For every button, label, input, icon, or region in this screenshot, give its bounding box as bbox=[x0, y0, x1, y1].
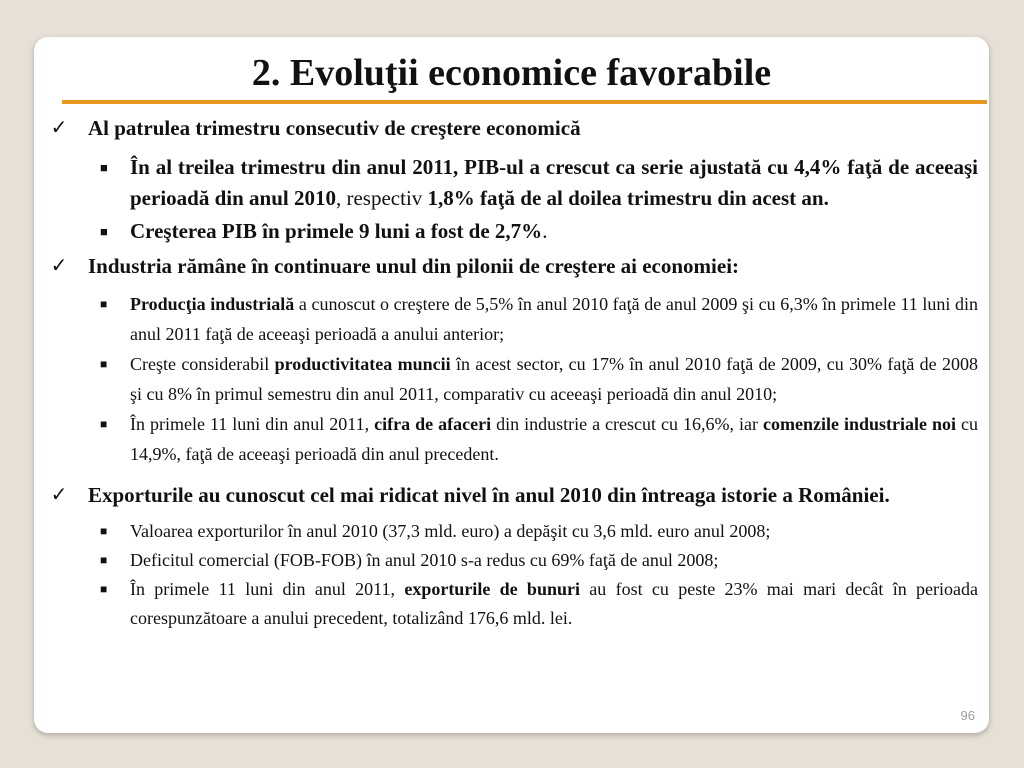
square-bullet-icon: ■ bbox=[100, 357, 108, 371]
heading-text: Industria rămâne în continuare unul din pilonii de creştere ai economiei: bbox=[88, 254, 740, 278]
bullet-export-value bbox=[48, 517, 978, 546]
slide-title: 2. Evoluţii economice favorabile bbox=[251, 52, 772, 94]
bullet-text: în acest sector, cu 17% în anul 2010 faţă de 2009, cu 30% faţă de 2008 şi cu 8% în primul semestru din anul 2011, comparativ cu aceeaşi perioadă din anul 2010; bbox=[130, 354, 978, 404]
bullet-text-bold: Creşterea PIB în primele 9 luni a fost de 2,7% bbox=[130, 219, 543, 243]
heading-text: Al patrulea trimestru consecutiv de creştere economică bbox=[88, 116, 581, 140]
title-underline bbox=[62, 100, 987, 104]
section-heading-gdp bbox=[48, 113, 978, 143]
bullet-text: Deficitul comercial (FOB-FOB) în anul 2010 s-a redus cu 69% faţă de anul 2008; bbox=[130, 550, 719, 570]
bullet-text-bold: În al treilea trimestru din anul 2011, PIB-ul a crescut ca serie ajustată cu 4,4% faţă de aceeaşi perioadă din anul 2010 bbox=[130, 155, 978, 210]
bullet-industrial-production bbox=[48, 289, 978, 349]
square-bullet-icon: ■ bbox=[100, 582, 108, 596]
section-heading-exports bbox=[48, 479, 978, 511]
bullet-text-bold: exporturile de bunuri bbox=[404, 579, 580, 599]
checkmark-icon: ✓ bbox=[50, 255, 68, 277]
bullet-turnover-orders bbox=[48, 409, 978, 469]
bullet-text: a cunoscut o creştere de 5,5% în anul 2010 faţă de anul 2009 şi cu 6,3% în primele 11 luni din anul 2011 faţă de aceeaşi perioadă a anului anterior; bbox=[130, 294, 978, 344]
bullet-text: În primele 11 luni din anul 2011, bbox=[130, 579, 405, 599]
bullet-goods-exports bbox=[48, 575, 978, 633]
bullet-text: În primele 11 luni din anul 2011, bbox=[130, 414, 375, 434]
heading-text: Exporturile au cunoscut cel mai ridicat nivel în anul 2010 din întreaga istorie a României. bbox=[88, 483, 890, 507]
square-bullet-icon: ■ bbox=[100, 224, 108, 239]
square-bullet-icon: ■ bbox=[100, 524, 108, 538]
checkmark-icon: ✓ bbox=[50, 484, 68, 506]
square-bullet-icon: ■ bbox=[100, 160, 108, 175]
bullet-text: , respectiv bbox=[335, 186, 428, 210]
bullet-text: . bbox=[542, 219, 548, 243]
slide-content bbox=[48, 107, 978, 633]
slide bbox=[34, 37, 989, 733]
bullet-text-bold: 1,8% faţă de al doilea trimestru din acest an. bbox=[427, 186, 829, 210]
bullet-text: cu 14,9%, faţă de aceeaşi perioadă din anul precedent. bbox=[130, 414, 978, 464]
bullet-text-bold: cifra de afaceri bbox=[374, 414, 492, 434]
bullet-text: Valoarea exporturilor în anul 2010 (37,3 mld. euro) a depăşit cu 3,6 mld. euro anul 2008; bbox=[130, 521, 771, 541]
bullet-gdp-q3 bbox=[48, 152, 978, 214]
square-bullet-icon: ■ bbox=[100, 297, 108, 311]
bullet-text-bold: Producţia industrială bbox=[130, 294, 295, 314]
square-bullet-icon: ■ bbox=[100, 553, 108, 567]
square-bullet-icon: ■ bbox=[100, 417, 108, 431]
bullet-text: au fost cu peste 23% mai mari decât în perioada corespunzătoare a anului precedent, totalizând 176,6 mld. lei. bbox=[130, 579, 978, 628]
bullet-text-bold: productivitatea muncii bbox=[274, 354, 451, 374]
bullet-text-bold: comenzile industriale noi bbox=[763, 414, 956, 434]
bullet-gdp-9-months bbox=[48, 216, 978, 247]
section-heading-industry bbox=[48, 251, 978, 281]
page-number: 96 bbox=[960, 708, 975, 723]
bullet-labour-productivity bbox=[48, 349, 978, 409]
bullet-text: Creşte considerabil bbox=[130, 354, 275, 374]
bullet-text: din industrie a crescut cu 16,6%, iar bbox=[491, 414, 763, 434]
bullet-trade-deficit bbox=[48, 546, 978, 575]
checkmark-icon: ✓ bbox=[50, 117, 68, 139]
